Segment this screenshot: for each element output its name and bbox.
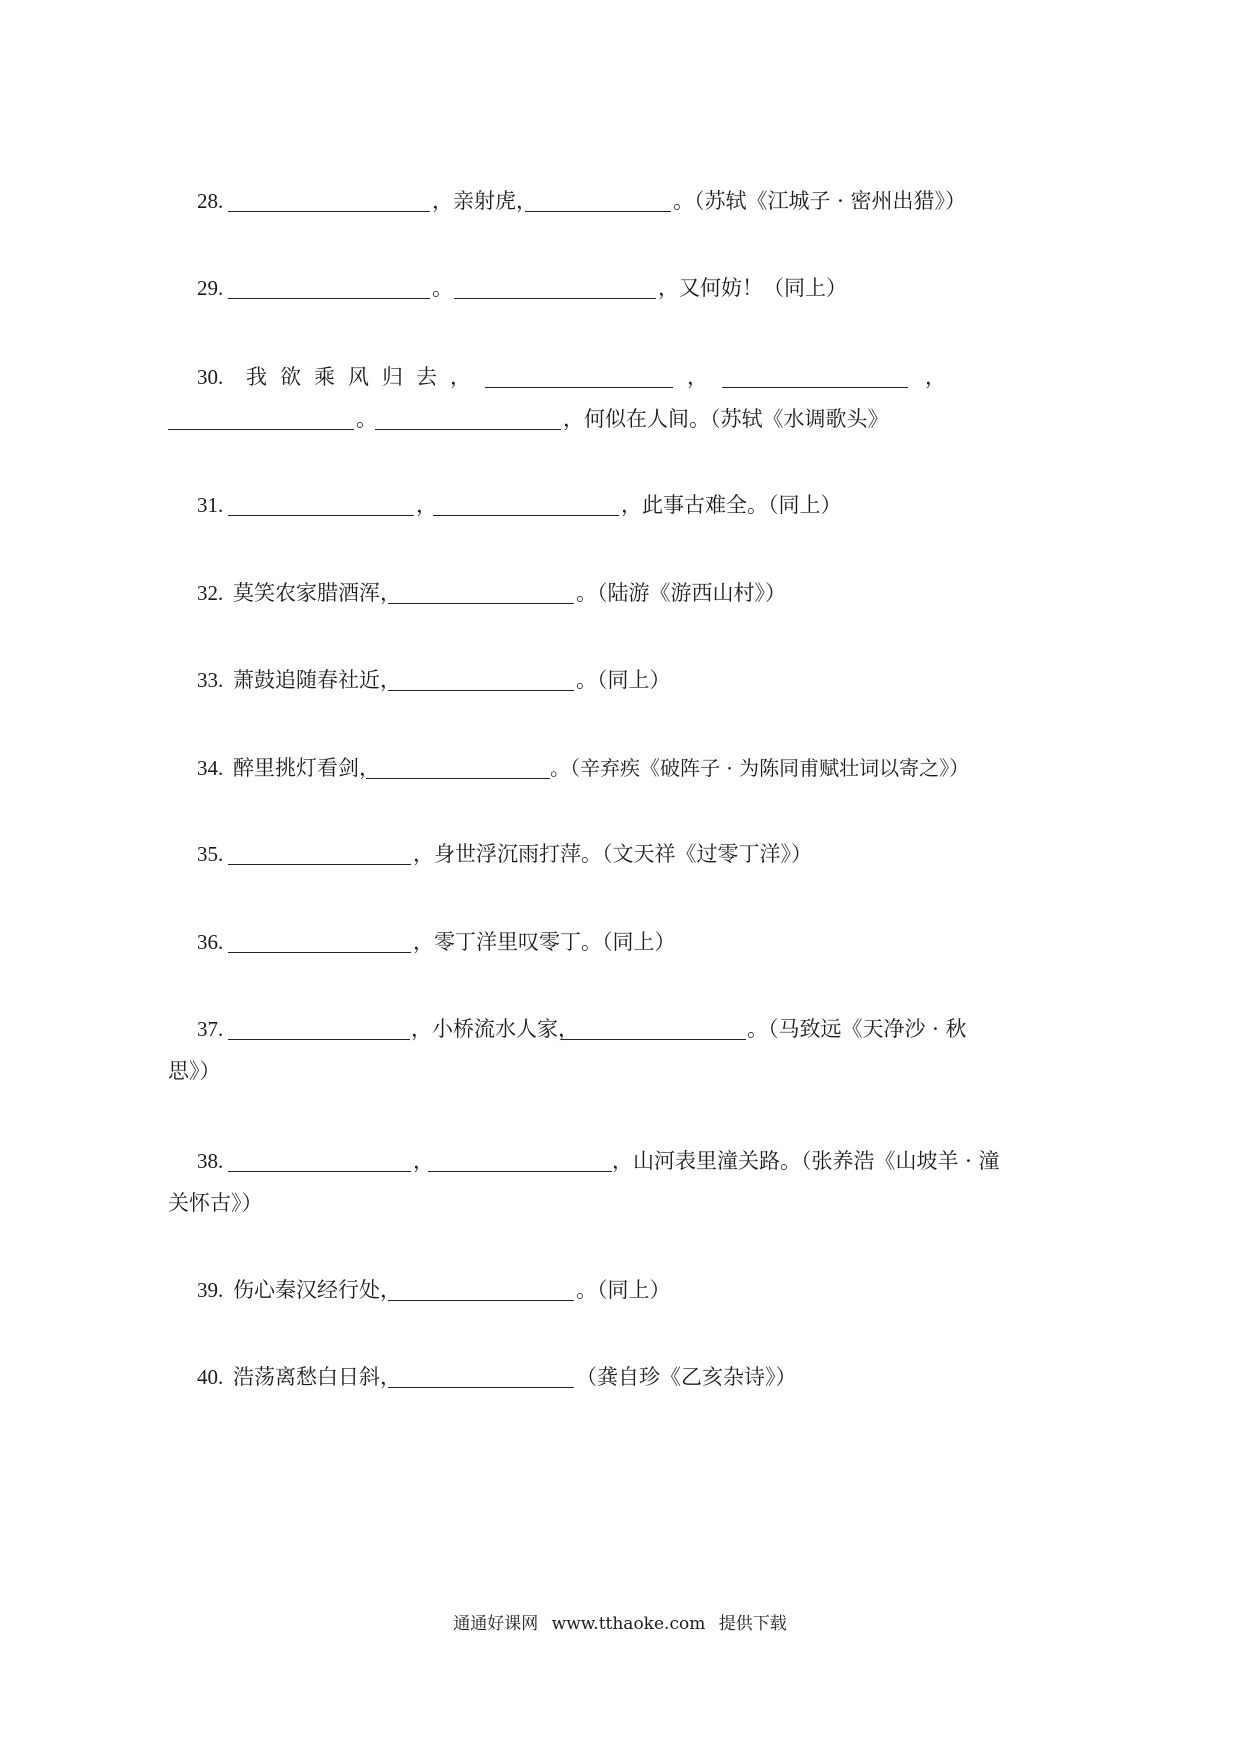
answer-blank[interactable]	[228, 298, 430, 299]
question-number: 34.	[197, 756, 224, 780]
question-source: 。（辛弃疾《破阵子 · 为陈同甫赋壮词以寄之》）	[550, 756, 970, 780]
answer-blank[interactable]	[428, 1171, 612, 1172]
question-text: ，	[687, 365, 708, 389]
question-34	[0, 753, 1240, 783]
question-source: （龚自珍《乙亥杂诗》）	[576, 1365, 797, 1389]
question-35	[0, 839, 1240, 869]
question-source: ，此事古难全。（同上）	[621, 493, 842, 517]
answer-blank[interactable]	[228, 1039, 410, 1040]
question-text: 。	[432, 276, 453, 300]
question-36	[0, 927, 1240, 957]
question-37	[0, 1014, 1240, 1044]
question-source: ，身世浮沉雨打萍。（文天祥《过零丁洋》）	[413, 842, 812, 866]
question-source: 思》）	[168, 1059, 221, 1083]
question-number: 32.	[197, 581, 224, 605]
question-number: 29.	[197, 276, 224, 300]
footer-brand: 通通好课网	[453, 1614, 539, 1634]
question-source: 。（马致远《天净沙 · 秋	[747, 1017, 967, 1041]
question-number: 39.	[197, 1278, 224, 1302]
answer-blank[interactable]	[228, 952, 411, 953]
question-source: ，零丁洋里叹零丁。（同上）	[413, 930, 676, 954]
answer-blank[interactable]	[454, 298, 656, 299]
question-37-continued	[0, 1056, 1240, 1086]
question-text: ，小桥流水人家，	[411, 1017, 579, 1041]
question-text: ，	[413, 1149, 434, 1173]
answer-blank[interactable]	[388, 690, 574, 691]
question-text: ，亲射虎，	[432, 189, 537, 213]
question-32	[0, 578, 1240, 608]
question-number: 33.	[197, 668, 224, 692]
question-text: ，	[416, 493, 437, 517]
question-number: 38.	[197, 1149, 224, 1173]
answer-blank[interactable]	[228, 864, 411, 865]
answer-blank[interactable]	[388, 1387, 574, 1388]
question-source: 。（同上）	[576, 668, 671, 692]
question-number: 28.	[197, 189, 224, 213]
question-29	[0, 273, 1240, 303]
answer-blank[interactable]	[375, 429, 561, 430]
answer-blank[interactable]	[388, 603, 574, 604]
question-source: 。（陆游《游西山村》）	[576, 581, 786, 605]
question-text: 萧鼓追随春社近，	[233, 668, 401, 692]
question-source: 。（苏轼《江城子 · 密州出猎》）	[673, 189, 967, 213]
question-source: 关怀古》）	[168, 1191, 263, 1215]
question-text: 莫笑农家腊酒浑，	[233, 581, 401, 605]
question-text: 。	[356, 407, 377, 431]
answer-blank[interactable]	[388, 1300, 574, 1301]
question-text: ，	[925, 365, 946, 389]
question-text: 醉里挑灯看剑，	[233, 756, 380, 780]
question-39	[0, 1275, 1240, 1305]
question-text: 我欲乘风归去，	[246, 365, 484, 389]
question-number: 36.	[197, 930, 224, 954]
question-40	[0, 1362, 1240, 1392]
answer-blank[interactable]	[168, 429, 354, 430]
answer-blank[interactable]	[228, 211, 430, 212]
answer-blank[interactable]	[485, 387, 673, 388]
question-source: 。（同上）	[576, 1278, 671, 1302]
answer-blank[interactable]	[228, 1171, 411, 1172]
answer-blank[interactable]	[525, 211, 671, 212]
question-28	[0, 186, 1240, 216]
question-number: 31.	[197, 493, 224, 517]
question-text: 伤心秦汉经行处，	[233, 1278, 401, 1302]
page-footer	[0, 1612, 1240, 1636]
answer-blank[interactable]	[228, 515, 414, 516]
question-number: 35.	[197, 842, 224, 866]
question-source: ，又何妨！（同上）	[658, 276, 847, 300]
question-30-continued	[0, 404, 1240, 434]
footer-note: 提供下载	[718, 1614, 787, 1634]
question-31	[0, 490, 1240, 520]
question-source: ，何似在人间。（苏轼《水调歌头》	[563, 407, 889, 431]
question-source: ，山河表里潼关路。（张养浩《山坡羊 · 潼	[612, 1149, 1000, 1173]
question-number: 30.	[197, 365, 224, 389]
question-30	[0, 362, 1240, 392]
answer-blank[interactable]	[366, 778, 550, 779]
question-text: 浩荡离愁白日斜，	[233, 1365, 401, 1389]
answer-blank[interactable]	[561, 1039, 746, 1040]
question-38-continued	[0, 1188, 1240, 1218]
question-33	[0, 665, 1240, 695]
footer-url[interactable]: www.tthaoke.com	[551, 1614, 706, 1634]
answer-blank[interactable]	[722, 387, 908, 388]
answer-blank[interactable]	[433, 515, 619, 516]
question-number: 37.	[197, 1017, 224, 1041]
question-number: 40.	[197, 1365, 224, 1389]
question-38	[0, 1146, 1240, 1176]
